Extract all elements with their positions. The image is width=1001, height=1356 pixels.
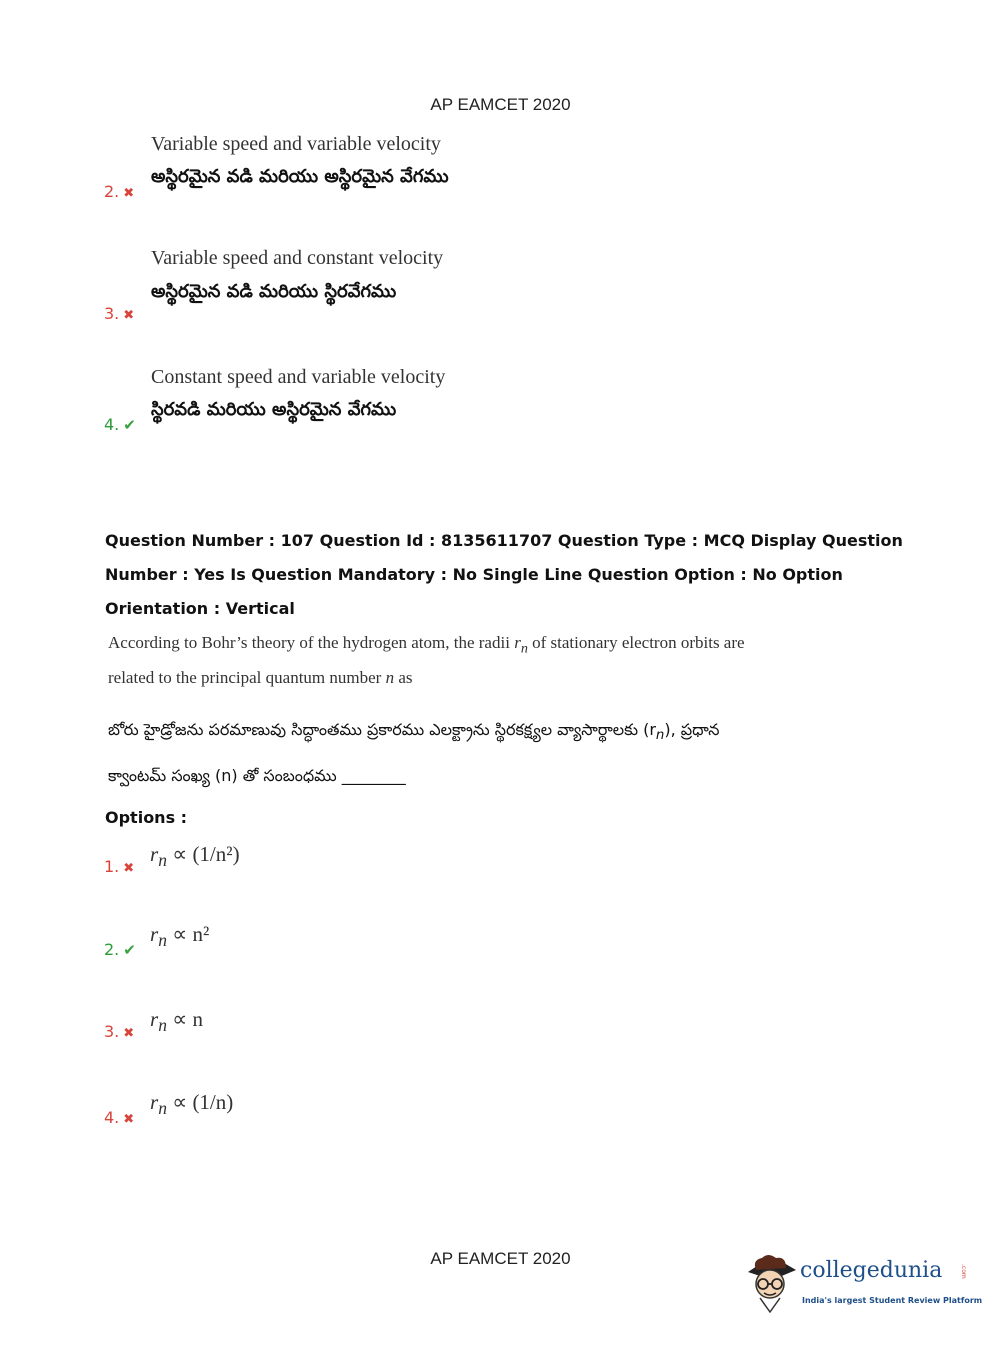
- prev-option-4-english: Constant speed and variable velocity: [151, 366, 446, 388]
- question-telugu-line-2: క్వాంటమ్ సంఖ్య (n) తో సంబంధము ________: [108, 766, 406, 786]
- logo-tagline: India's largest Student Review Platform: [802, 1296, 983, 1305]
- prev-option-3-telugu: అస్థిరమైన వడి మరియు స్థిరవేగము: [151, 281, 397, 302]
- cross-icon: ✖: [123, 1112, 135, 1127]
- check-icon: ✔: [123, 941, 136, 959]
- prev-option-4-telugu: స్థిరవడి మరియు అస్థిరమైన వేగము: [151, 399, 397, 420]
- option-1-marker: [104, 857, 134, 876]
- question-telugu-line-1: బోరు హైడ్రోజను పరమాణువు సిద్ధాంతము ప్రకారము ఎలక్ట్రాను స్థిరకక్ష్యల వ్యాసార్థాలకు $(r_n)$, ప్రధాన: [108, 720, 720, 744]
- meta-line-2: Number : Yes Is Question Mandatory : No Single Line Question Option : No Option: [105, 565, 843, 584]
- prev-option-2-telugu: అస్థిరమైన వడి మరియు అస్థిరమైన వేగము: [151, 166, 449, 187]
- cross-icon: ✖: [123, 861, 135, 876]
- prev-option-3-english: Variable speed and constant velocity: [151, 247, 444, 269]
- question-meta: [105, 524, 905, 626]
- logo-wordmark: collegedunia: [800, 1258, 943, 1283]
- option-3-formula: $r_n \propto n$: [150, 1007, 203, 1036]
- collegedunia-logo: [742, 1250, 983, 1320]
- option-4-formula: $r_n \propto (1/n)$: [150, 1090, 234, 1119]
- question-telugu: [108, 710, 748, 796]
- cross-icon: ✖: [123, 186, 135, 201]
- question-english-line-1: According to Bohr’s theory of the hydrogen atom, the radii $r_n$ of stationary electron orbits are: [108, 633, 745, 657]
- question-english-line-2: related to the principal quantum number n as: [108, 668, 413, 688]
- option-2-formula: $r_n \propto n^2$: [150, 922, 210, 951]
- option-number: 2.: [104, 940, 120, 959]
- option-number: 3.: [104, 304, 120, 323]
- page-footer: AP EAMCET 2020: [430, 1249, 571, 1268]
- option-number: 4.: [104, 1108, 120, 1127]
- option-number: 1.: [104, 857, 120, 876]
- option-1-formula: $r_n \propto (1/n^2)$: [150, 842, 240, 871]
- cross-icon: ✖: [123, 1026, 135, 1041]
- page-header: AP EAMCET 2020: [430, 95, 571, 114]
- option-number: 4.: [104, 415, 120, 434]
- logo-suffix: .com: [960, 1264, 967, 1279]
- check-icon: ✔: [123, 416, 136, 434]
- option-number: 3.: [104, 1022, 120, 1041]
- question-english: [108, 628, 748, 693]
- prev-option-2-marker: [104, 182, 134, 201]
- prev-option-2-english: Variable speed and variable velocity: [151, 133, 441, 155]
- option-3-marker: [104, 1022, 134, 1041]
- meta-line-3: Orientation : Vertical: [105, 599, 295, 618]
- cross-icon: ✖: [123, 308, 135, 323]
- option-number: 2.: [104, 182, 120, 201]
- options-label: Options :: [105, 808, 188, 827]
- option-2-marker: [104, 940, 136, 959]
- meta-line-1: Question Number : 107 Question Id : 8135611707 Question Type : MCQ Display Question: [105, 531, 903, 550]
- mascot-icon: [742, 1250, 798, 1316]
- prev-option-4-marker: [104, 415, 136, 434]
- prev-option-3-marker: [104, 304, 134, 323]
- option-4-marker: [104, 1108, 134, 1127]
